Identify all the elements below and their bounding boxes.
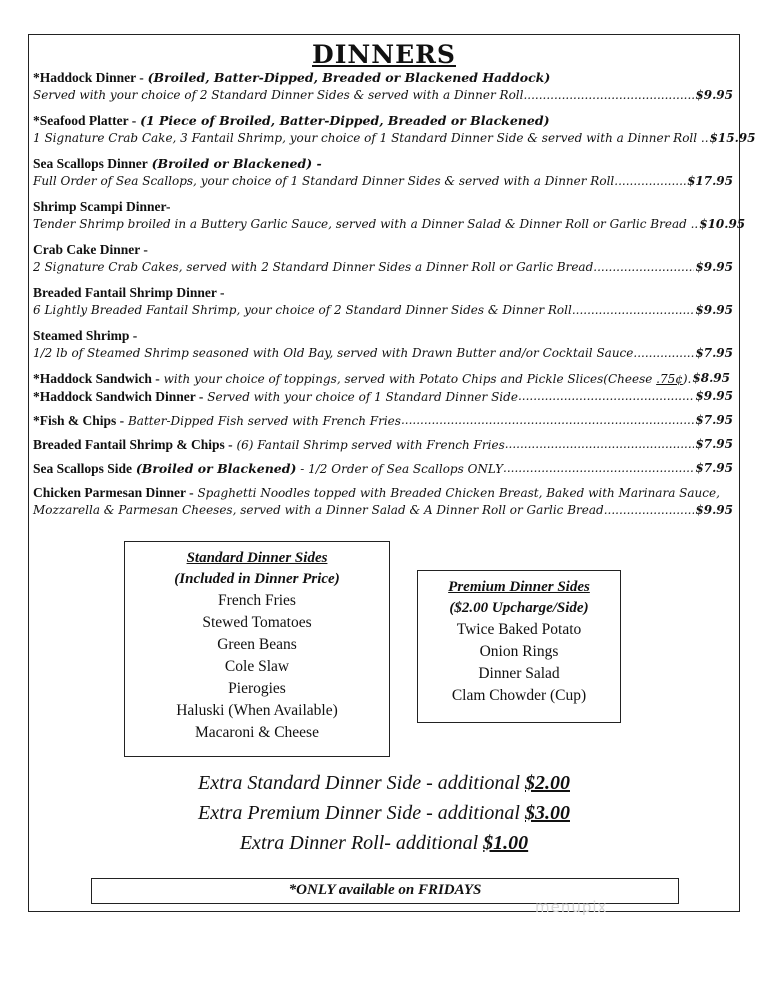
item-description: Served with your choice of 2 Standard Dinner Sides & served with a Dinner Roll	[33, 88, 524, 102]
premium-sides-box	[417, 570, 621, 723]
extra-amount: $2.00	[525, 772, 570, 794]
fridays-note: *ONLY available on FRIDAYS	[91, 878, 679, 904]
item-description: 1/2 lb of Steamed Shrimp seasoned with Old Bay, served with Drawn Butter and/or Cocktail Sauce	[33, 346, 634, 360]
menu-item-shrimp-scampi	[33, 198, 746, 233]
extra-amount: $1.00	[483, 832, 529, 854]
item-description: (6) Fantail Shrimp served with French Fries	[236, 438, 505, 452]
item-name: Breaded Fantail Shrimp & Chips -	[33, 437, 233, 452]
side-item: Onion Rings	[479, 643, 559, 660]
item-note: (Broiled, Batter-Dipped, Breaded or Blackened Haddock)	[147, 70, 551, 85]
item-tail: ).	[682, 372, 692, 386]
item-description: Spaghetti Noodles topped with Breaded Chicken Breast, Baked with Marinara Sauce,	[197, 486, 720, 500]
menu-item-haddock-sandwich	[33, 370, 733, 388]
item-name: *Seafood Platter -	[33, 113, 137, 128]
item-price: $7.95	[695, 461, 733, 475]
side-item: Macaroni & Cheese	[195, 724, 319, 741]
side-item: Cole Slaw	[224, 658, 290, 675]
item-price: $9.95	[695, 260, 733, 274]
item-description: 6 Lightly Breaded Fantail Shrimp, your choice of 2 Standard Dinner Sides & Dinner Roll	[33, 303, 572, 317]
menu-item-haddock-dinner	[33, 69, 733, 104]
menu-item-sea-scallops-side	[33, 460, 733, 478]
side-item: Twice Baked Potato	[456, 621, 582, 638]
side-item: Dinner Salad	[478, 665, 560, 682]
item-description: 1 Signature Crab Cake, 3 Fantail Shrimp, your choice of 1 Standard Dinner Side & served with a Dinner Roll ..	[33, 131, 709, 145]
premium-sides-subheading: ($2.00 Upcharge/Side)	[449, 600, 589, 616]
item-description: Served with your choice of 1 Standard Dinner Side	[207, 390, 518, 404]
standard-sides-box	[124, 541, 390, 757]
side-item: Pierogies	[228, 680, 286, 697]
item-note: (Broiled or Blackened)	[135, 461, 297, 476]
standard-sides-heading: Standard Dinner Sides	[186, 550, 328, 566]
item-description: Tender Shrimp broiled in a Buttery Garlic Sauce, served with a Dinner Salad & Dinner Roll or Garlic Bread ..	[33, 217, 699, 231]
item-name: Shrimp Scampi Dinner-	[33, 199, 171, 214]
menu-item-haddock-sandwich-dinner	[33, 388, 733, 406]
item-price: $7.95	[695, 437, 733, 451]
item-name: Sea Scallops Dinner	[33, 156, 148, 171]
menu-item-crab-cake-dinner	[33, 241, 733, 276]
item-name: Chicken Parmesan Dinner -	[33, 485, 194, 500]
side-item: Haluski (When Available)	[176, 702, 338, 719]
menu-item-steamed-shrimp	[33, 327, 733, 362]
item-price: $10.95	[699, 217, 746, 231]
item-price: $7.95	[695, 346, 733, 360]
item-price: $8.95	[692, 371, 730, 385]
item-note: (1 Piece of Broiled, Batter-Dipped, Breaded or Blackened)	[140, 113, 550, 128]
extra-label: Extra Premium Dinner Side - additional	[198, 802, 520, 824]
side-item: Clam Chowder (Cup)	[451, 687, 587, 704]
item-price: $15.95	[709, 131, 756, 145]
side-item: Stewed Tomatoes	[202, 614, 312, 631]
side-item: Green Beans	[217, 636, 297, 653]
item-name: Steamed Shrimp -	[33, 328, 138, 343]
menu-item-chicken-parmesan	[33, 484, 733, 519]
item-description: 2 Signature Crab Cakes, served with 2 Standard Dinner Sides a Dinner Roll or Garlic Bread	[33, 260, 594, 274]
item-name: *Haddock Dinner -	[33, 70, 144, 85]
item-price: $9.95	[695, 303, 733, 317]
watermark: menupix	[535, 898, 608, 916]
item-price: $9.95	[695, 503, 733, 517]
extra-standard-side	[0, 772, 768, 795]
page-title: DINNERS	[312, 40, 456, 69]
item-price: $7.95	[695, 413, 733, 427]
extra-label: Extra Standard Dinner Side - additional	[197, 772, 520, 794]
extra-dinner-roll	[0, 832, 768, 855]
extra-premium-side	[0, 802, 768, 825]
item-description-cont: Mozzarella & Parmesan Cheeses, served with a Dinner Salad & A Dinner Roll or Garlic Bread	[33, 503, 604, 517]
item-description: with your choice of toppings, served with Potato Chips and Pickle Slices(Cheese	[163, 372, 653, 386]
item-description: - 1/2 Order of Sea Scallops ONLY	[300, 462, 504, 476]
side-item: French Fries	[218, 592, 296, 609]
item-name: *Haddock Sandwich -	[33, 371, 160, 386]
menu-item-fantail-shrimp-dinner	[33, 284, 733, 319]
item-name: *Fish & Chips -	[33, 413, 125, 428]
item-name: *Haddock Sandwich Dinner -	[33, 389, 204, 404]
item-name: Sea Scallops Side	[33, 461, 133, 476]
standard-sides-subheading: (Included in Dinner Price)	[174, 571, 340, 587]
item-name: Crab Cake Dinner -	[33, 242, 148, 257]
item-name: Breaded Fantail Shrimp Dinner -	[33, 285, 225, 300]
item-extra: .75¢	[656, 372, 683, 386]
menu-item-sea-scallops-dinner	[33, 155, 733, 190]
extra-label: Extra Dinner Roll- additional	[239, 832, 479, 854]
item-price: $17.95	[687, 174, 733, 188]
item-description: Batter-Dipped Fish served with French Fries	[127, 414, 401, 428]
premium-sides-heading: Premium Dinner Sides	[448, 579, 590, 595]
item-price: $9.95	[695, 88, 733, 102]
extra-amount: $3.00	[525, 802, 570, 824]
item-description: Full Order of Sea Scallops, your choice of 1 Standard Dinner Sides & served with a Dinner Roll	[33, 174, 615, 188]
menu-item-fish-and-chips	[33, 412, 733, 430]
item-price: $9.95	[695, 389, 733, 403]
menu-item-shrimp-and-chips	[33, 436, 733, 454]
item-note: (Broiled or Blackened) -	[151, 156, 322, 171]
menu-item-seafood-platter	[33, 112, 756, 147]
